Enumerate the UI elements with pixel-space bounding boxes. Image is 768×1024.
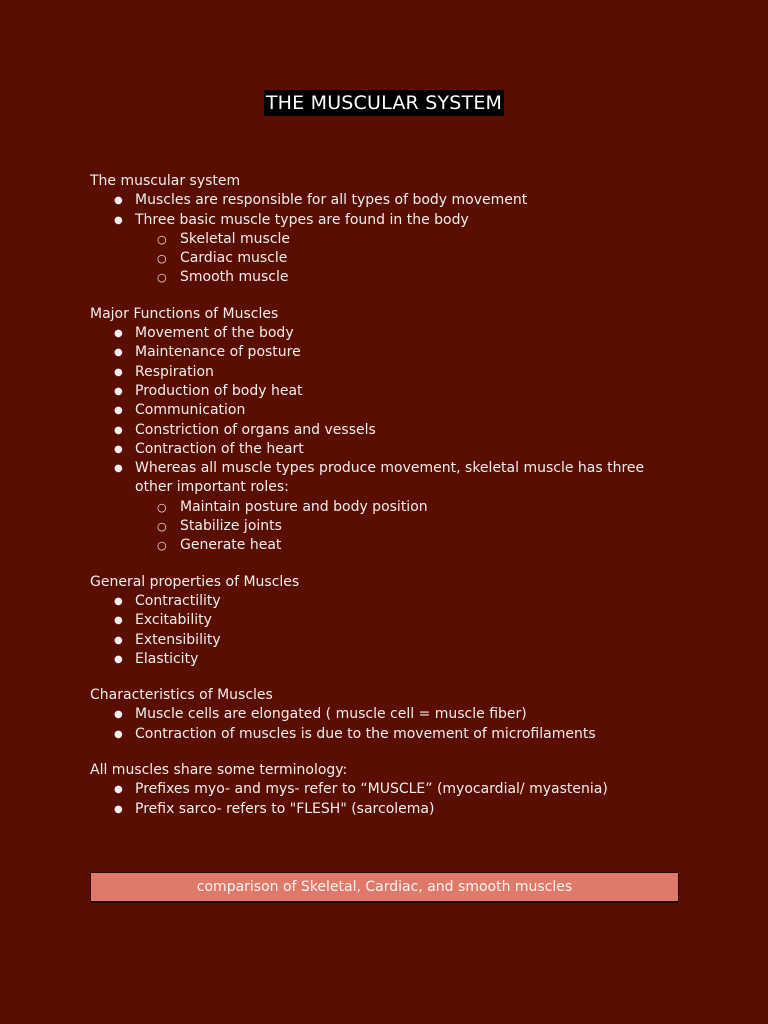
bullet-icon: ● [114,214,123,226]
list-item-text: Respiration [135,363,214,380]
sub-list-item [135,249,690,268]
bullet-icon: ● [114,728,123,740]
section [90,686,690,744]
bullet-list [90,191,690,287]
section-heading: General properties of Muscles [90,573,300,590]
bullet-icon: ● [114,634,123,646]
document-body [90,172,690,836]
list-item [90,725,690,744]
sub-list-item-text: Maintain posture and body position [180,498,428,515]
comparison-bar: comparison of Skeletal, Cardiac, and smooth muscles [90,872,679,902]
list-item-text: Communication [135,402,246,419]
sub-bullet-list [135,498,690,556]
list-item-text: Extensibility [135,631,221,648]
list-item-text: Contraction of muscles is due to the movement of microfilaments [135,725,596,742]
list-item-text: Maintenance of posture [135,344,301,361]
bullet-list [90,780,690,819]
bullet-icon: ● [114,347,123,359]
list-item [90,780,690,799]
list-item-text: Muscles are responsible for all types of body movement [135,192,528,209]
bullet-icon: ● [114,424,123,436]
bullet-icon: ● [114,803,123,815]
list-item [90,324,690,343]
sub-list-item-text: Smooth muscle [180,269,289,286]
bullet-icon: ● [114,463,123,475]
sub-list-item-text: Generate heat [180,537,282,554]
sub-list-item [135,498,690,517]
circle-bullet-icon: ○ [157,232,167,246]
bullet-icon: ● [114,595,123,607]
bullet-icon: ● [114,443,123,455]
sub-list-item [135,268,690,287]
section [90,573,690,669]
sub-list-item-text: Cardiac muscle [180,250,288,267]
bullet-list [90,705,690,744]
circle-bullet-icon: ○ [157,252,167,266]
section [90,172,690,288]
bullet-icon: ● [114,405,123,417]
section [90,305,690,556]
bullet-icon: ● [114,709,123,721]
list-item-text: Whereas all muscle types produce movement, skeletal muscle has three other important roles: [135,460,645,496]
list-item-text: Prefixes myo- and mys- refer to “MUSCLE” (myocardial/ myastenia) [135,781,608,798]
section-heading: All muscles share some terminology: [90,762,348,779]
page-title: THE MUSCULAR SYSTEM [265,92,503,114]
section [90,761,690,819]
list-item [90,650,690,669]
circle-bullet-icon: ○ [157,500,167,514]
title-wrap [0,90,768,116]
list-item-text: Contraction of the heart [135,440,304,457]
list-item-text: Muscle cells are elongated ( muscle cell = muscle fiber) [135,706,527,723]
section-heading: Major Functions of Muscles [90,305,279,322]
sub-list-item-text: Stabilize joints [180,518,282,535]
list-item-text: Production of body heat [135,382,303,399]
bullet-list [90,592,690,669]
sub-list-item [135,230,690,249]
list-item [90,401,690,420]
bullet-icon: ● [114,385,123,397]
bullet-icon: ● [114,195,123,207]
circle-bullet-icon: ○ [157,539,167,553]
list-item-text: Constriction of organs and vessels [135,421,376,438]
circle-bullet-icon: ○ [157,520,167,534]
bullet-list [90,324,690,556]
bullet-icon: ● [114,328,123,340]
list-item [90,800,690,819]
circle-bullet-icon: ○ [157,271,167,285]
list-item [90,191,690,210]
list-item [90,421,690,440]
bullet-icon: ● [114,366,123,378]
list-item-text: Three basic muscle types are found in the body [135,211,469,228]
bullet-icon: ● [114,653,123,665]
list-item [90,363,690,382]
list-item [90,592,690,611]
sub-list-item [135,536,690,555]
list-item [90,440,690,459]
bullet-icon: ● [114,784,123,796]
list-item-text: Elasticity [135,650,199,667]
sub-list-item-text: Skeletal muscle [180,230,291,247]
sub-bullet-list [135,230,690,288]
section-heading: The muscular system [90,173,241,189]
sub-list-item [135,517,690,536]
section-heading: Characteristics of Muscles [90,687,273,704]
list-item [90,631,690,650]
bullet-icon: ● [114,615,123,627]
list-item [90,705,690,724]
list-item [90,211,690,288]
list-item [90,459,690,555]
list-item [90,611,690,630]
list-item-text: Contractility [135,592,221,609]
list-item-text: Prefix sarco- refers to "FLESH" (sarcolema) [135,800,435,817]
list-item-text: Excitability [135,612,212,629]
list-item [90,343,690,362]
list-item-text: Movement of the body [135,325,294,342]
list-item [90,382,690,401]
